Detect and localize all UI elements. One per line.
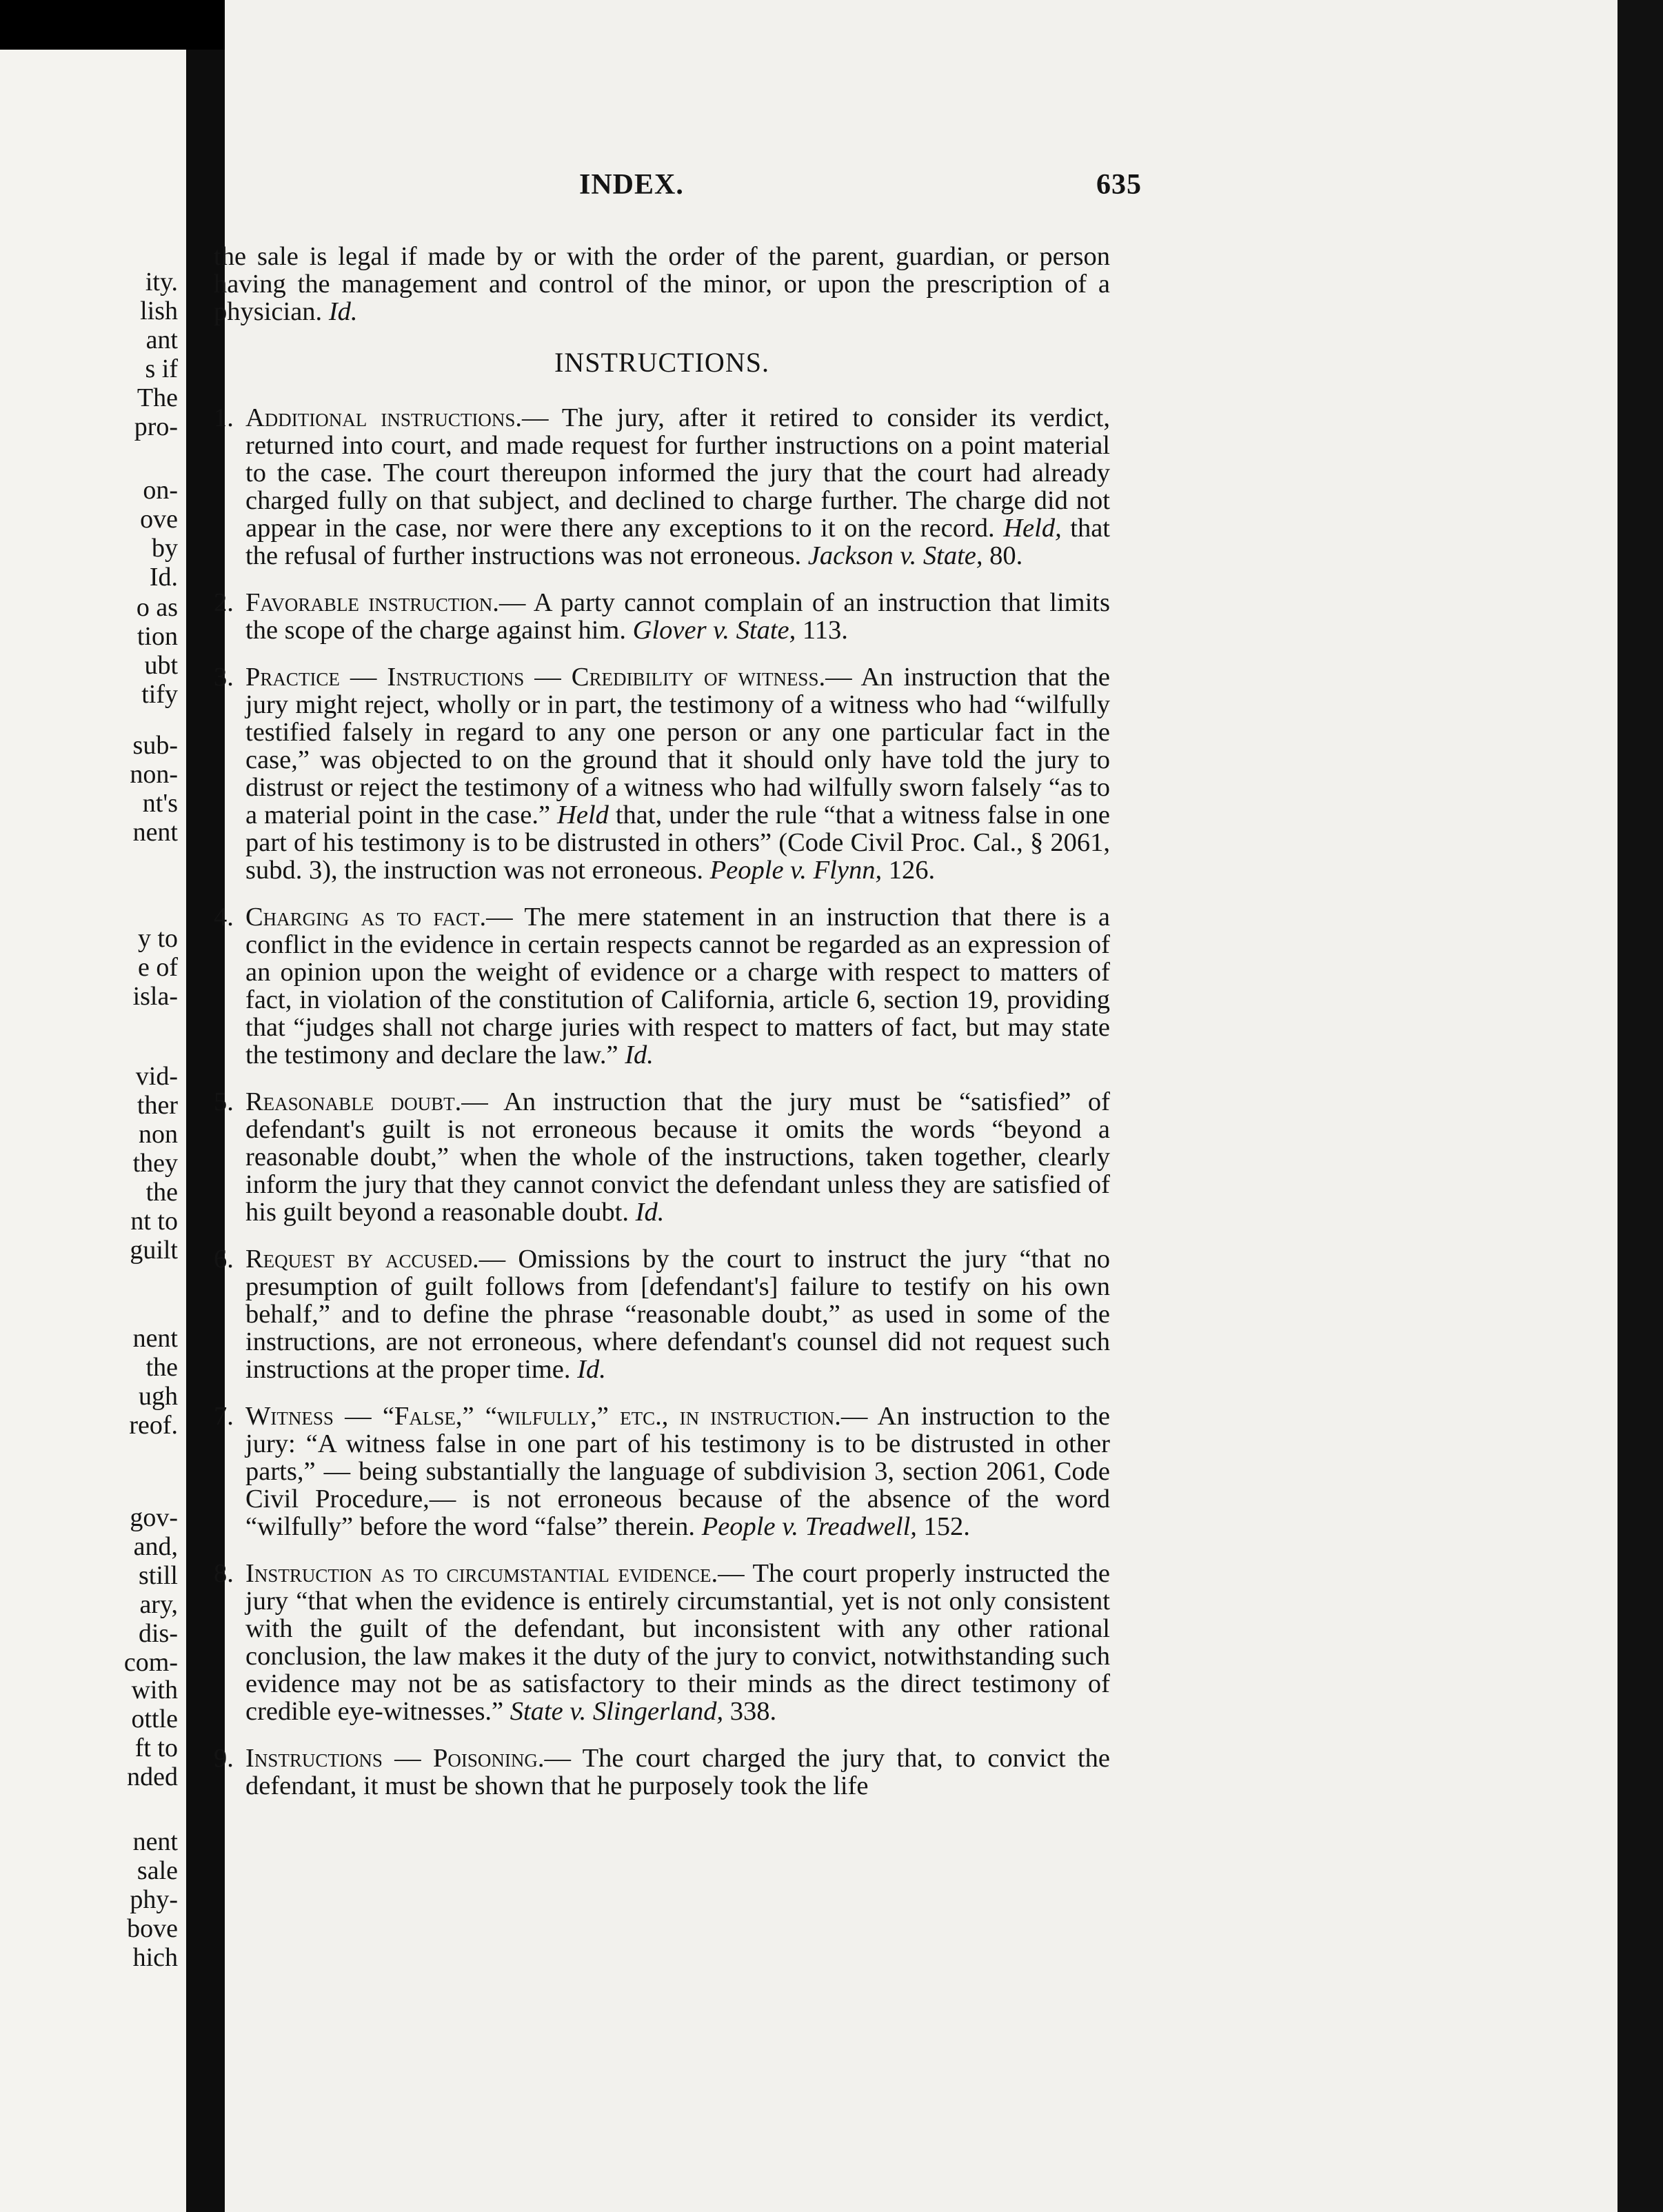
running-head: INDEX. <box>579 169 684 201</box>
index-entry <box>214 663 1110 884</box>
text-fragment: non <box>139 1120 178 1149</box>
text-fragment: ottle <box>131 1705 178 1733</box>
entry-number: 8. <box>214 1559 234 1588</box>
index-entry <box>214 1560 1110 1725</box>
entry-text: An instruction that the jury must be “satisfied” of defendant's guilt is not erroneous because it omits the words “beyond a reasonable doubt,” when the whole of the instructions, taken together, clearly inform the jury that they cannot convict the defendant unless they are satisfied of his guilt beyond a reasonable doubt. <box>245 1087 1110 1227</box>
entry-text: An instruction that the jury might reject, wholly or in part, the testimony of a witness who had “wilfully testified falsely in regard to any one person or any one particular fact in the case,” was objected to on the ground that it should only have told the jury to distrust or reject the testimony of a witness who had wilfully sworn falsely “as to a material point in the case.” <box>245 663 1111 830</box>
text-fragment: non- <box>130 760 178 789</box>
entry-title: Instruction as to circumstantial evidence.— <box>245 1559 745 1588</box>
text-fragment: sale <box>137 1856 178 1885</box>
entry-body <box>245 589 1110 644</box>
entry-title: Request by accused.— <box>245 1245 506 1274</box>
fragment-group <box>130 731 178 847</box>
text-fragment: phy- <box>130 1885 178 1914</box>
entry-text-continued: that the refusal of further instructions was not erroneous. <box>245 514 1110 570</box>
text-fragment: dis- <box>139 1619 178 1648</box>
intro-paragraph <box>214 243 1110 325</box>
entry-number: 9. <box>214 1744 234 1773</box>
entry-list <box>214 404 1110 1800</box>
fragment-group <box>133 924 178 1011</box>
entry-body <box>245 1402 1110 1540</box>
text-fragment: ove <box>140 505 178 534</box>
text-fragment: still <box>138 1561 178 1590</box>
index-entry <box>214 589 1110 644</box>
facing-page-fragment <box>0 50 186 2212</box>
fragment-group <box>137 593 178 709</box>
text-fragment: they <box>132 1149 178 1178</box>
text-fragment: vid- <box>135 1062 178 1091</box>
text-fragment: the <box>145 1178 178 1207</box>
text-fragment: ther <box>137 1091 178 1120</box>
text-fragment: ugh <box>139 1382 178 1411</box>
case-citation: Glover v. State, <box>632 616 796 645</box>
text-fragment: s if <box>145 354 178 383</box>
entry-text-continued: that, under the rule “that a witness false in one part of his testimony is to be distrusted in others” (Code Civil Proc. Cal., § 2061, subd. 3), the instruction was not erroneous. <box>245 801 1110 885</box>
entry-number: 4. <box>214 903 234 932</box>
page-number: 635 <box>1096 169 1142 201</box>
case-citation: State v. Slingerland, <box>510 1697 724 1726</box>
text-fragment: with <box>131 1676 178 1705</box>
text-fragment: on- <box>143 476 178 505</box>
text-fragment: sub- <box>132 731 178 760</box>
fragment-group <box>129 1324 178 1440</box>
text-fragment: y to <box>137 924 178 953</box>
text-fragment: ft to <box>134 1733 178 1762</box>
entry-text: The court charged the jury that, to convict the defendant, it must be shown that he purposely took the life <box>245 1744 1110 1800</box>
case-citation: People v. Flynn, <box>709 856 883 885</box>
entry-body <box>245 663 1110 884</box>
text-fragment: guilt <box>130 1236 178 1265</box>
fragment-group <box>134 268 178 441</box>
held-word: Held <box>557 801 609 830</box>
text-fragment: e of <box>137 953 178 982</box>
text-fragment: nent <box>132 818 178 847</box>
text-fragment: ubt <box>144 651 178 680</box>
text-fragment: nt's <box>142 789 178 818</box>
entry-body <box>245 404 1110 570</box>
text-fragment: ant <box>145 325 178 354</box>
page-reference: 80. <box>982 541 1023 570</box>
entry-title: Reasonable doubt.— <box>245 1087 488 1116</box>
text-fragment: The <box>137 383 178 412</box>
text-fragment: bove <box>127 1914 178 1943</box>
index-entry <box>214 1402 1110 1540</box>
entry-text: Omissions by the court to instruct the jury “that no presumption of guilt follows from [defendant's] failure to testify on his own behalf,” and to define the phrase “reasonable doubt,” as used in some of the instructions, are not erroneous, where defendant's counsel did not request such instructions at the proper time. <box>245 1245 1111 1384</box>
text-fragment: reof. <box>129 1411 178 1440</box>
entry-text: An instruction to the jury: “A witness false in one part of his testimony is to be distrusted in other parts,” — being substantially the language of subdivision 3, section 2061, Code Civil Procedure,— is not erroneous because of the absence of the word “wilfully” before the word “false” therein. <box>245 1402 1110 1541</box>
page-edge <box>1617 0 1663 2212</box>
fragment-group <box>130 1062 178 1265</box>
page-reference: 113. <box>796 616 848 645</box>
text-fragment: by <box>152 534 178 563</box>
entry-body <box>245 903 1110 1069</box>
index-entry <box>214 903 1110 1069</box>
entry-number: 5. <box>214 1087 234 1116</box>
entry-number: 3. <box>214 663 234 692</box>
text-fragment: the <box>145 1353 178 1382</box>
text-fragment: nent <box>132 1324 178 1353</box>
entry-number: 7. <box>214 1402 234 1431</box>
entry-text: The jury, after it retired to consider its verdict, returned into court, and made request for further instructions on a point material to the case. The court thereupon informed the jury that the court had already charged fully on that subject, and declined to charge further. The charge did not appear in the case, nor were there any exceptions to it on the record. <box>245 403 1110 543</box>
entry-body <box>245 1088 1110 1226</box>
fragment-group <box>127 1827 178 1972</box>
entry-body <box>245 1245 1110 1383</box>
index-text <box>214 243 1110 1819</box>
text-fragment: com- <box>123 1648 178 1677</box>
fragment-group <box>127 1676 178 1791</box>
text-fragment: lish <box>140 296 178 325</box>
case-citation: Id. <box>577 1355 606 1384</box>
held-word: Held, <box>1003 514 1062 543</box>
fragment-group <box>124 1503 178 1677</box>
entry-body <box>245 1745 1110 1800</box>
text-fragment: tion <box>137 622 178 651</box>
entry-text: The court properly instructed the jury “that when the evidence is entirely circumstantial, yet is not only consistent with the guilt of the defendant, but inconsistent with any other rational conclusion, the law makes it the duty of the jury to convict, notwithstanding such evidence may not be as satisfactory to their minds as the direct testimony of credible eye-witnesses.” <box>245 1559 1110 1726</box>
text-fragment: and, <box>133 1532 178 1561</box>
index-entry <box>214 1088 1110 1226</box>
entry-title: Witness — “False,” “wilfully,” etc., in instruction.— <box>245 1402 868 1431</box>
text-fragment: o as <box>136 593 178 622</box>
index-entry <box>214 1245 1110 1383</box>
case-citation: Id. <box>635 1198 665 1227</box>
text-fragment: gov- <box>130 1503 178 1532</box>
page-reference: 126. <box>882 856 936 885</box>
text-fragment: hich <box>132 1943 178 1972</box>
entry-body <box>245 1560 1110 1725</box>
index-entry <box>214 1745 1110 1800</box>
entry-title: Charging as to fact.— <box>245 903 513 932</box>
text-fragment: isla- <box>132 982 178 1011</box>
entry-text: The mere statement in an instruction that there is a conflict in the evidence in certain respects cannot be regarded as an expression of an opinion upon the weight of evidence or a charge with respect to matters of fact, in violation of the constitution of California, article 6, section 19, providing that “judges shall not charge juries with respect to matters of fact, but may state the testimony and declare the law.” <box>245 903 1111 1069</box>
intro-text: the sale is legal if made by or with the order of the parent, guardian, or person having the management and control of the minor, or upon the prescription of a physician. <box>214 242 1110 326</box>
case-citation: People v. Treadwell, <box>701 1512 917 1541</box>
text-fragment: nded <box>127 1762 178 1791</box>
index-entry <box>214 404 1110 570</box>
entry-number: 2. <box>214 588 234 617</box>
entry-number: 1. <box>214 403 234 432</box>
entry-text: A party cannot complain of an instruction that limits the scope of the charge against him. <box>245 588 1110 645</box>
text-fragment: ary, <box>139 1590 178 1619</box>
entry-title: Instructions — Poisoning.— <box>245 1744 572 1773</box>
entry-number: 6. <box>214 1245 234 1274</box>
text-fragment: tify <box>141 680 178 709</box>
text-fragment: nt to <box>130 1207 178 1236</box>
entry-title: Favorable instruction.— <box>245 588 526 617</box>
text-fragment: ity. <box>145 268 178 296</box>
entry-title: Practice — Instructions — Credibility of witness.— <box>245 663 852 692</box>
text-fragment: Id. <box>149 563 178 592</box>
case-citation: Jackson v. State, <box>807 541 983 570</box>
text-fragment: pro- <box>134 412 178 441</box>
entry-title: Additional instructions.— <box>245 403 549 432</box>
case-citation: Id. <box>625 1040 654 1069</box>
page-reference: 338. <box>723 1697 777 1726</box>
page-reference: 152. <box>916 1512 970 1541</box>
section-heading: INSTRUCTIONS. <box>554 347 769 378</box>
fragment-group <box>140 476 178 592</box>
intro-citation: Id. <box>328 297 358 326</box>
text-fragment: nent <box>132 1827 178 1856</box>
